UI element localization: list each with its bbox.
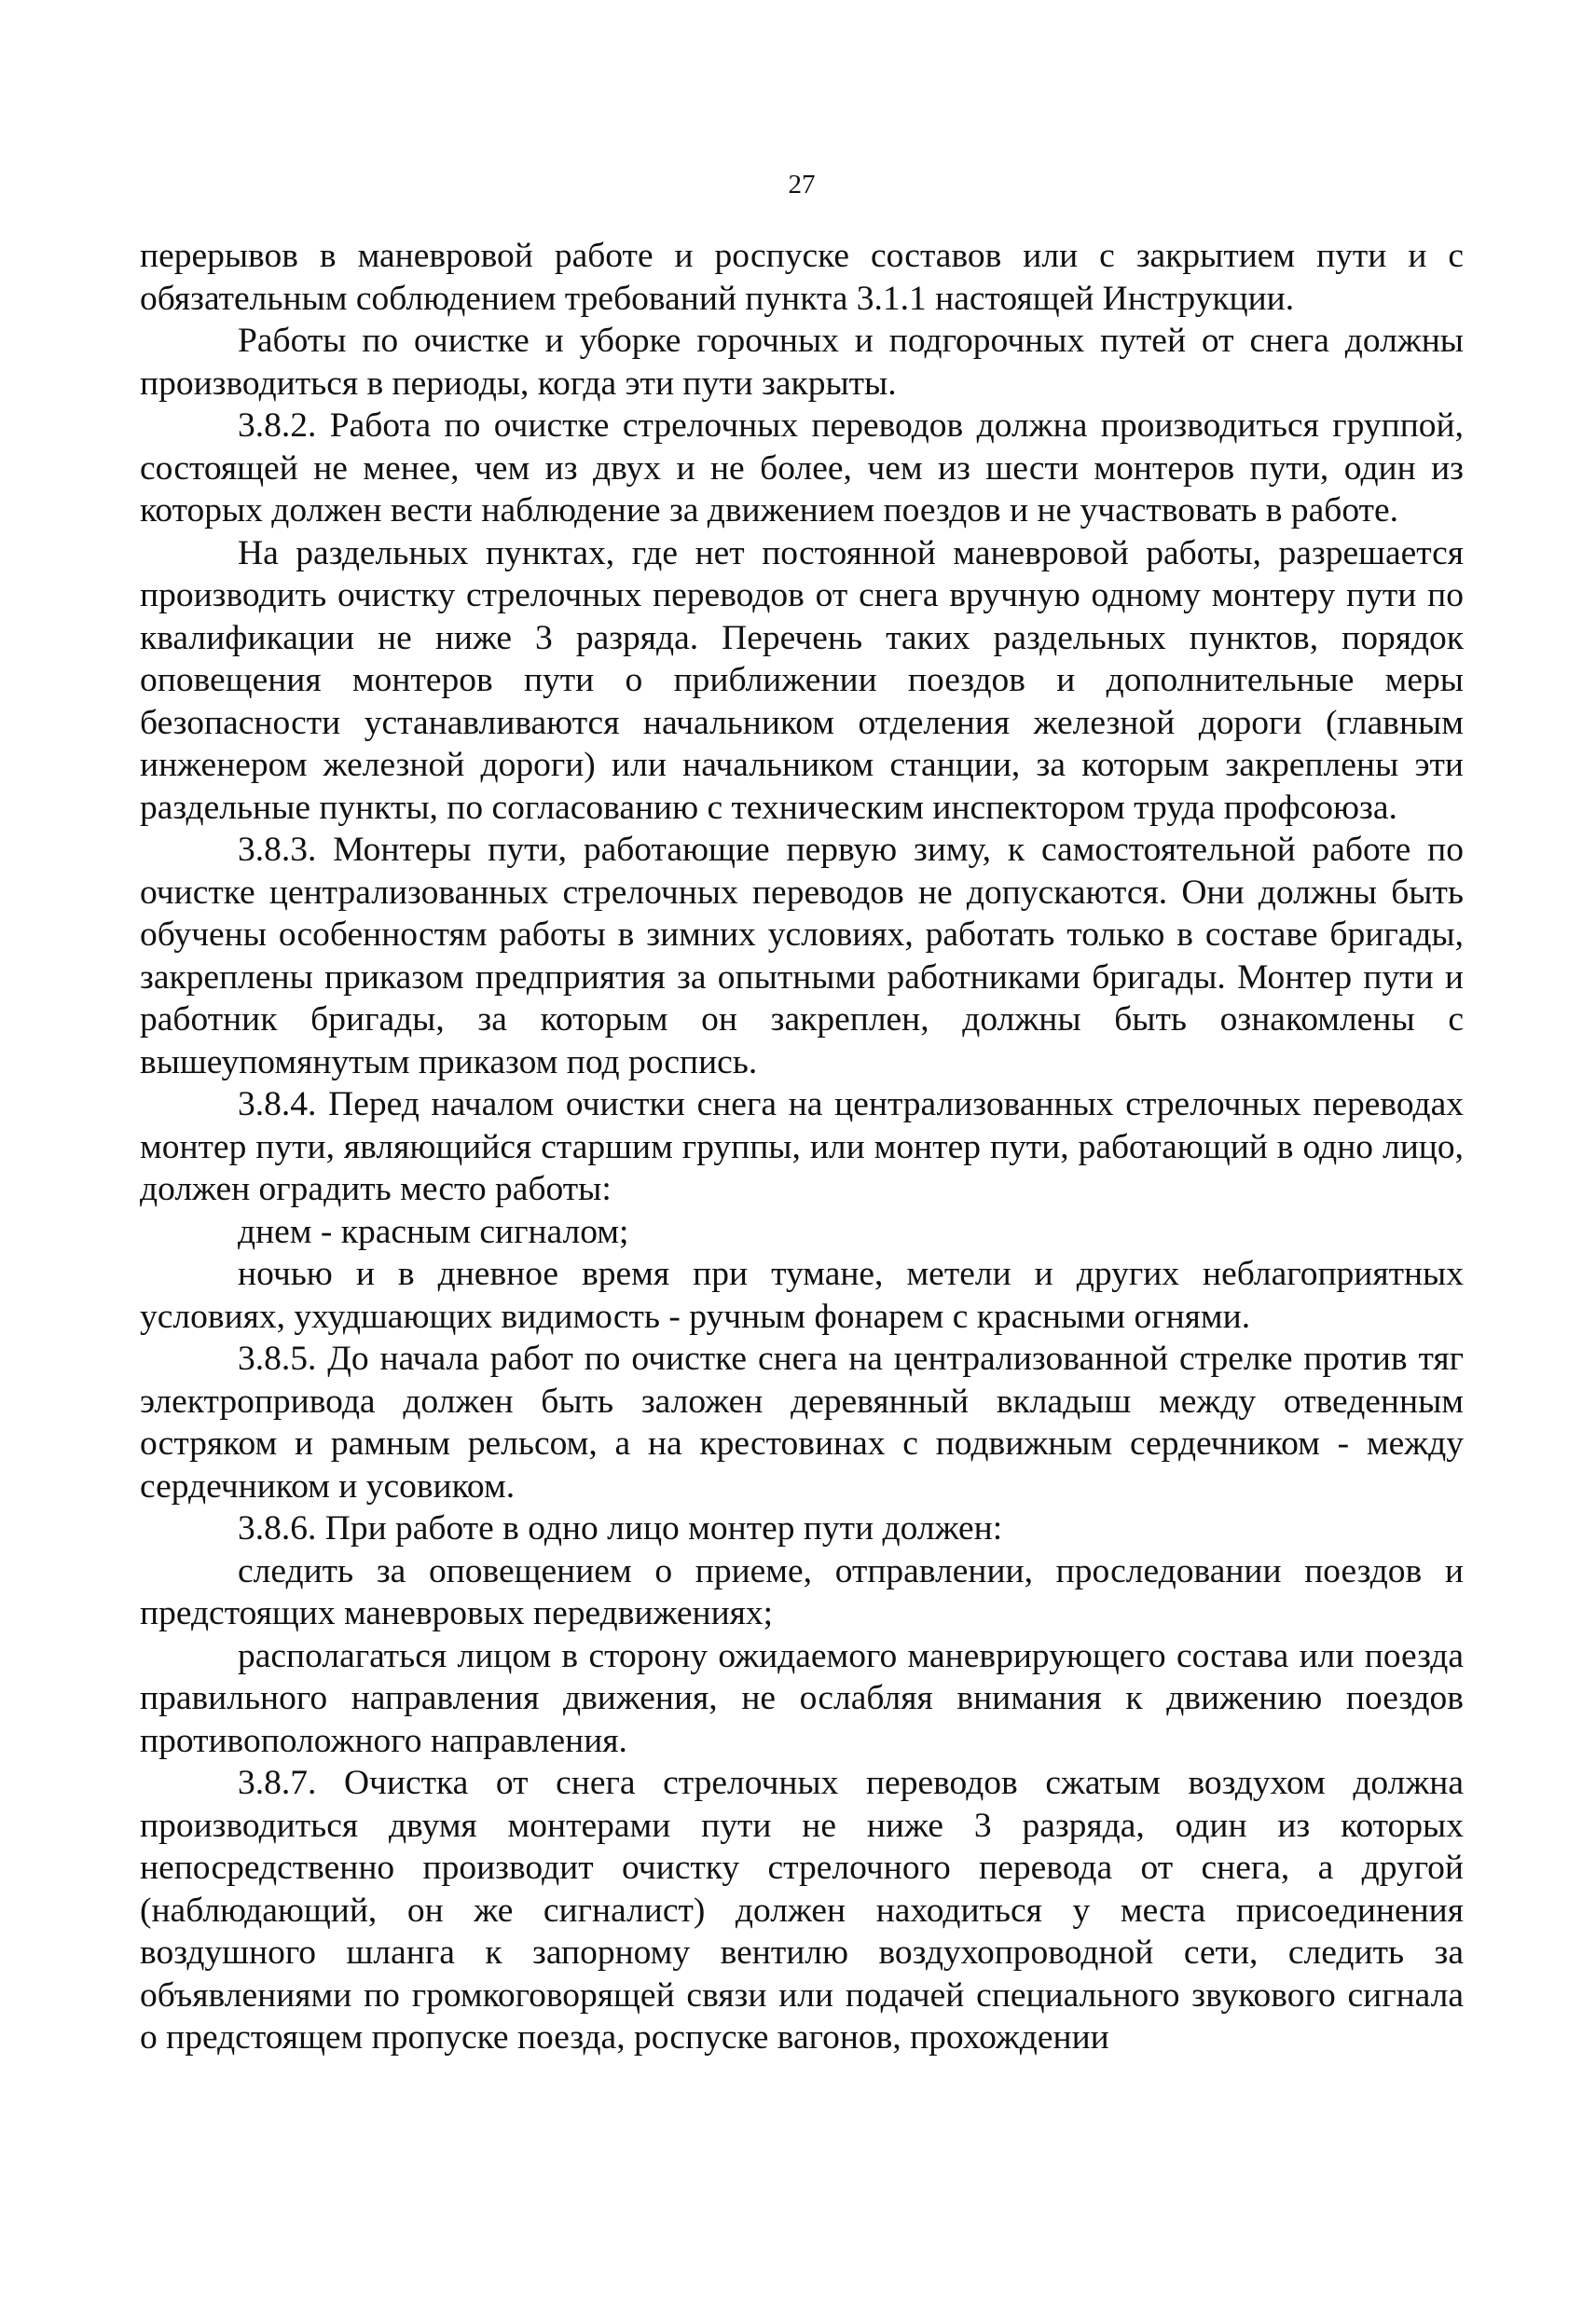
paragraph: днем - красным сигналом; <box>238 1212 629 1251</box>
paragraph: 3.8.7. Очистка от снега стрелочных переводов сжатым воздухом должна производиться двумя монтерами пути не ниже 3 разряда, один из которых непосредственно производит очистку стрелочного перевода от снега, а другой (наблюдающий, он же сигналист) должен находиться у места присоединения воздушного шланга к запорному вентилю воздухопроводной сети, следить за объявлениями по громкоговорящей связи или подачей специального звукового сигнала о предстоящем пропуске поезда, роспуске вагонов, прохождении <box>140 1764 1464 2057</box>
paragraph: 3.8.4. Перед началом очистки снега на централизованных стрелочных переводах монтер пути, являющийся старшим группы, или монтер пути, работающий в одно лицо, должен оградить место работы: <box>140 1085 1464 1208</box>
paragraph: 3.8.3. Монтеры пути, работающие первую зиму, к самостоятельной работе по очистке централизованных стрелочных переводов не допускаются. Они должны быть обучены особенностям работы в зимних условиях, работать только в составе бригады, закреплены приказом предприятия за опытными работниками бригады. Монтер пути и работник бригады, за которым он закреплен, должны быть ознакомлены с вышеупомянутым приказом под роспись. <box>140 831 1464 1081</box>
page-number: 27 <box>788 170 816 200</box>
paragraph: располагаться лицом в сторону ожидаемого маневрирующего состава или поезда правильного направления движения, не ослабляя внимания к движению поездов противоположного направления. <box>140 1636 1464 1760</box>
paragraph: 3.8.5. До начала работ по очистке снега на централизованной стрелке против тяг электропривода должен быть заложен деревянный вкладыш между отведенным остряком и рамным рельсом, а на крестовинах с подвижным сердечником - между сердечником и усовиком. <box>140 1340 1464 1506</box>
paragraph: следить за оповещением о приеме, отправлении, проследовании поездов и предстоящих маневровых передвижениях; <box>140 1551 1464 1632</box>
paragraph: На раздельных пунктах, где нет постоянной маневровой работы, разрешается производить очистку стрелочных переводов от снега вручную одному монтеру пути по квалификации не ниже 3 разряда. Перечень таких раздельных пунктов, порядок оповещения монтеров пути о приближении поездов и дополнительные меры безопасности устанавливаются начальником отделения железной дороги (главным инженером железной дороги) или начальником станции, за которым закреплены эти раздельные пункты, по согласованию с техническим инспектором труда профсоюза. <box>140 533 1464 827</box>
paragraph: перерывов в маневровой работе и роспуске составов или с закрытием пути и с обязательным соблюдением требований пункта 3.1.1 настоящей Инструкции. <box>140 237 1464 318</box>
paragraph: Работы по очистке и уборке горочных и подгорочных путей от снега должны производиться в периоды, когда эти пути закрыты. <box>140 322 1464 403</box>
document-page <box>140 168 1464 2059</box>
paragraph: 3.8.6. При работе в одно лицо монтер пути должен: <box>238 1509 1003 1548</box>
paragraph: ночью и в дневное время при тумане, метели и других неблагоприятных условиях, ухудшающих видимость - ручным фонарем с красными огнями. <box>140 1255 1464 1336</box>
paragraph: 3.8.2. Работа по очистке стрелочных переводов должна производиться группой, состоящей не менее, чем из двух и не более, чем из шести монтеров пути, один из которых должен вести наблюдение за движением поездов и не участвовать в работе. <box>140 406 1464 530</box>
